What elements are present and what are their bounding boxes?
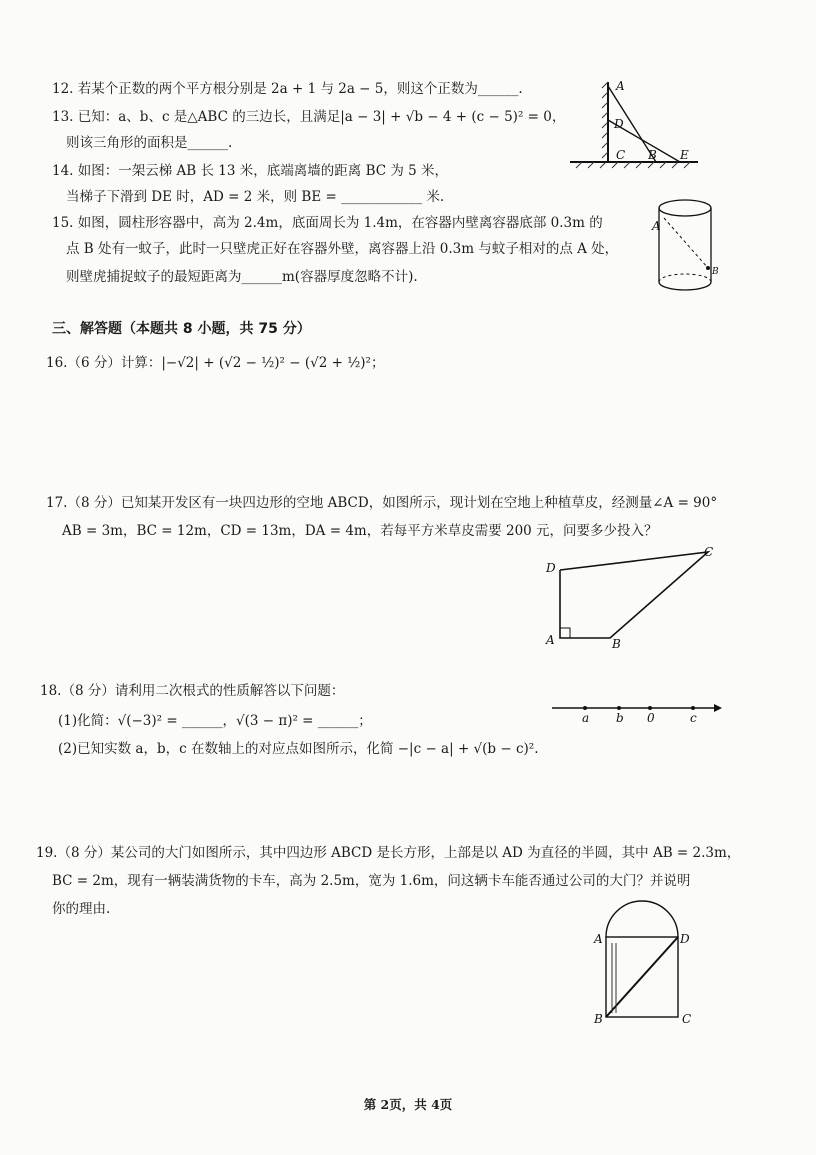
question-16: 16.（6 分）计算：|−√2| + (√2 − ½)² − (√2 + ½)²； <box>46 355 385 371</box>
label-C: C <box>704 545 714 559</box>
question-18-line3: (2)已知实数 a，b，c 在数轴上的对应点如图所示，化简 −|c − a| + √(b − c)². <box>58 741 539 757</box>
cylinder-figure <box>648 196 723 301</box>
label-A: A <box>652 219 661 233</box>
question-19-line2: BC = 2m，现有一辆装满货物的卡车，高为 2.5m，宽为 1.6m，问这辆卡车能否通过公司的大门？并说明 <box>52 873 691 889</box>
question-17-line1: 17.（8 分）已知某开发区有一块四边形的空地 ABCD，如图所示，现计划在空地上种植草皮，经测量∠A = 90° <box>46 495 718 511</box>
label-D: D <box>546 561 556 575</box>
label-A: A <box>616 79 625 93</box>
question-15-line2: 点 B 处有一蚊子，此时一只壁虎正好在容器外壁，离容器上沿 0.3m 与蚊子相对的点 A 处， <box>66 241 619 257</box>
question-15-line3: 则壁虎捕捉蚊子的最短距离为______m(容器厚度忽略不计). <box>66 269 418 285</box>
label-D: D <box>680 932 690 946</box>
label-zero: 0 <box>647 711 655 725</box>
label-B: B <box>594 1012 603 1026</box>
label-b: b <box>616 711 624 725</box>
question-14-line2: 当梯子下滑到 DE 时，AD = 2 米，则 BE = ____________ 米. <box>66 189 445 205</box>
label-C: C <box>682 1012 692 1026</box>
label-D: D <box>614 117 624 131</box>
page-footer: 第 2页，共 4页 <box>363 1097 453 1112</box>
question-19-line1: 19.（8 分）某公司的大门如图所示，其中四边形 ABCD 是长方形，上部是以 AD 为直径的半圆，其中 AB = 2.3m， <box>36 845 741 861</box>
label-B: B <box>612 637 621 651</box>
label-A: A <box>594 932 603 946</box>
label-C: C <box>616 148 626 162</box>
question-17-line2: AB = 3m，BC = 12m，CD = 13m，DA = 4m，若每平方米草皮需要 200 元，问要多少投入？ <box>62 523 658 539</box>
gate-figure <box>590 895 700 1030</box>
question-14-line1: 14. 如图：一架云梯 AB 长 13 米，底端离墙的距离 BC 为 5 米， <box>52 163 449 179</box>
label-c: c <box>690 711 697 725</box>
quadrilateral-figure <box>540 540 725 655</box>
ladder-figure <box>568 80 703 175</box>
label-B: B <box>648 148 657 162</box>
label-A: A <box>546 633 555 647</box>
number-line-figure <box>550 700 725 726</box>
question-18-line1: 18.（8 分）请利用二次根式的性质解答以下问题： <box>40 683 345 699</box>
question-18-line2: (1)化简：√(−3)² = ______，√(3 − π)² = ______； <box>58 713 372 729</box>
label-a: a <box>582 711 590 725</box>
question-19-line3: 你的理由. <box>52 901 111 917</box>
label-E: E <box>680 148 689 162</box>
question-12: 12. 若某个正数的两个平方根分别是 2a + 1 与 2a − 5，则这个正数为______. <box>52 81 523 97</box>
question-15-line1: 15. 如图，圆柱形容器中，高为 2.4m，底面周长为 1.4m，在容器内壁离容器底部 0.3m 的 <box>52 215 603 231</box>
section-heading: 三、解答题（本题共 8 小题，共 75 分） <box>52 321 311 337</box>
question-13-line1: 13. 已知：a、b、c 是△ABC 的三边长，且满足|a − 3| + √b − 4 + (c − 5)² = 0， <box>52 109 566 125</box>
label-B: B <box>712 267 719 277</box>
question-13-line2: 则该三角形的面积是______. <box>66 135 233 151</box>
